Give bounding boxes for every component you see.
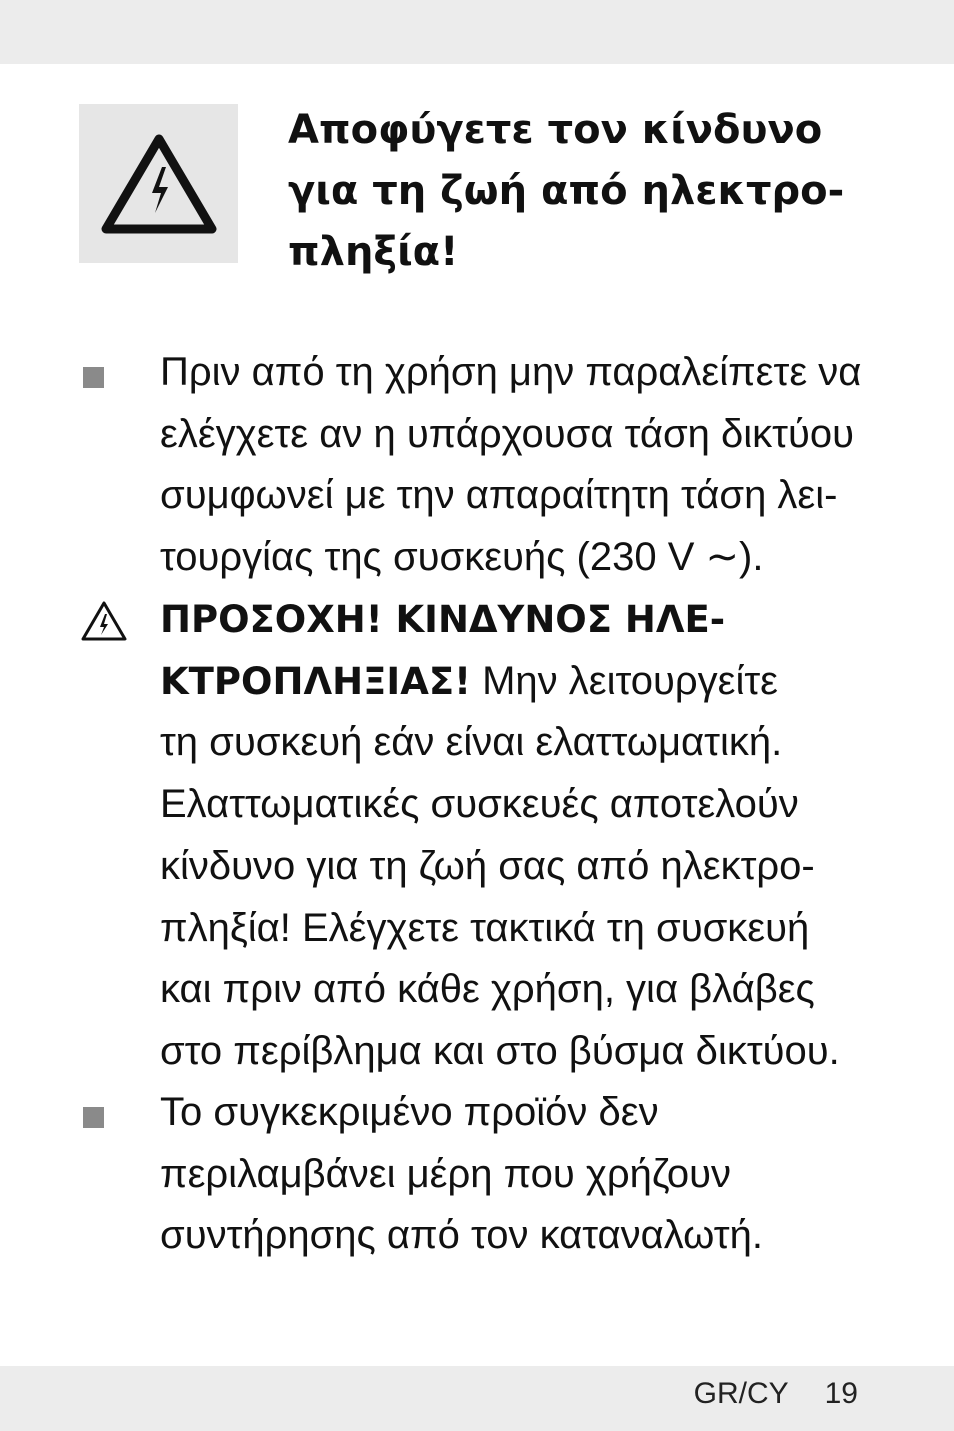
text-line	[160, 589, 930, 651]
paragraph-voltage-check	[160, 342, 930, 589]
text-line	[160, 651, 930, 713]
text-line: τη συσκευή εάν είναι ελαττωματική.	[160, 720, 783, 765]
page-number: 19	[824, 1377, 858, 1410]
text-line: συμφωνεί με την απαραίτητη τάση λει-	[160, 473, 838, 518]
top-band	[0, 0, 954, 64]
text-line: Πριν από τη χρήση μην παραλείπετε να	[160, 350, 862, 394]
text-line: συντήρησης από τον καταναλωτή.	[160, 1213, 763, 1258]
warning-title-cont: ΚΤΡΟΠΛΗΞΙΑΣ!	[160, 659, 471, 703]
text-line: κίνδυνο για τη ζωή σας από ηλεκτρο-	[160, 843, 815, 888]
paragraph-electric-shock-warning	[160, 589, 930, 1083]
text-line: ελέγχετε αν η υπάρχουσα τάση δικτύου	[160, 411, 854, 456]
warning-title: ΠΡΟΣΟΧΗ! ΚΙΝΔΥΝΟΣ ΗΛΕ-	[160, 598, 726, 641]
heading	[288, 100, 928, 283]
region-label: GR/CY	[693, 1377, 789, 1410]
text-line: Ελαττωματικές συσκευές αποτελούν	[160, 782, 799, 827]
text-line: πληξία! Ελέγχετε τακτικά τη συσκευή	[160, 905, 810, 950]
bullet-icon	[83, 1107, 104, 1128]
text-line: στο περίβλημα και στο βύσμα δικτύου.	[160, 1028, 840, 1073]
text-line: Το συγκεκριμένο προϊόν δεν	[160, 1090, 659, 1134]
electric-hazard-icon	[100, 133, 218, 235]
hazard-icon-box	[79, 104, 238, 263]
heading-line: πληξία!	[288, 229, 459, 275]
heading-line: για τη ζωή από ηλεκτρο-	[288, 168, 845, 214]
text-line: και πριν από κάθε χρήση, για βλάβες	[160, 967, 815, 1012]
text-line: τουργίας της συσκευής (230 V ∼).	[160, 535, 764, 580]
warning-triangle-icon	[80, 600, 128, 642]
page-footer	[694, 1372, 858, 1416]
heading-line: Αποφύγετε τον κίνδυνο	[288, 107, 823, 153]
text-line: περιλαμβάνει μέρη που χρήζουν	[160, 1151, 731, 1196]
paragraph-no-user-serviceable-parts	[160, 1082, 930, 1267]
bullet-icon	[83, 367, 104, 388]
warning-text: Μην λειτουργείτε	[470, 658, 778, 703]
